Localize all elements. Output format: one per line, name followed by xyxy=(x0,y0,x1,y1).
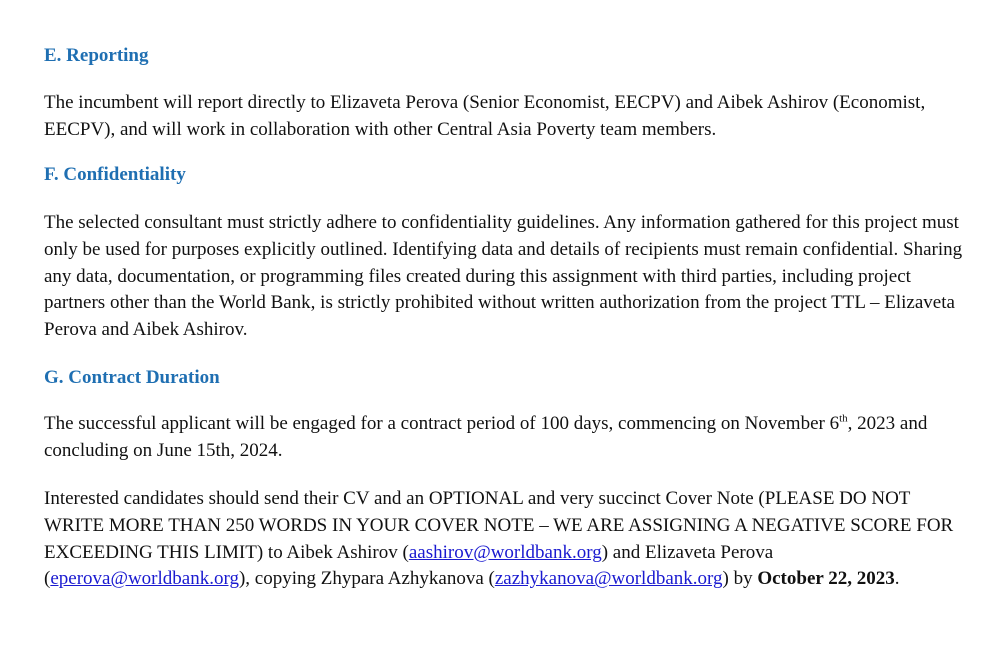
paragraph-application xyxy=(44,486,974,593)
application-text-2: ) and Elizaveta Perova ( xyxy=(44,541,774,590)
application-text-1: Interested candidates should send their CV and an OPTIONAL and very succinct Cover Note (PLEASE DO NOT WRITE MORE THAN 250 WORDS IN YOUR COVER NOTE – WE ARE ASSIGNING A NEGATIVE SCORE FOR EXCEEDING THIS LIMIT) to Aibek Ashirov ( xyxy=(44,488,954,563)
application-text-3: ), copying Zhypara Azhykanova ( xyxy=(238,568,495,590)
heading-reporting: E. Reporting xyxy=(44,45,149,66)
application-text-5: . xyxy=(894,568,900,590)
duration-text-after: , 2023 and concluding on June 15th, 2024. xyxy=(44,413,928,461)
ordinal-superscript: th xyxy=(839,412,848,425)
email-link-aashirov[interactable]: aashirov@worldbank.org xyxy=(408,541,602,563)
paragraph-contract-duration xyxy=(44,411,974,465)
duration-text-before: The successful applicant will be engaged for a contract period of 100 days, commencing on November 6 xyxy=(44,413,840,434)
heading-confidentiality: F. Confidentiality xyxy=(44,164,186,185)
email-link-eperova[interactable]: eperova@worldbank.org xyxy=(50,568,239,590)
paragraph-confidentiality: The selected consultant must strictly adhere to confidentiality guidelines. Any information gathered for this project must only be used for purposes explicitly outlined. Identifying data and details of recipients must remain confidential. Sharing any data, documentation, or programming files created during this assignment with third parties, including project partners other than the World Bank, is strictly prohibited without written authorization from the project TTL – Elizaveta Perova and Aibek Ashirov. xyxy=(44,212,963,341)
heading-contract-duration: G. Contract Duration xyxy=(44,367,220,388)
application-text-4: ) by xyxy=(722,568,758,590)
application-deadline: October 22, 2023 xyxy=(757,568,895,590)
email-link-zazhykanova[interactable]: zazhykanova@worldbank.org xyxy=(494,568,723,590)
paragraph-reporting: The incumbent will report directly to Elizaveta Perova (Senior Economist, EECPV) and Aibek Ashirov (Economist, EECPV), and will work in collaboration with other Central Asia Poverty team members. xyxy=(44,92,926,140)
